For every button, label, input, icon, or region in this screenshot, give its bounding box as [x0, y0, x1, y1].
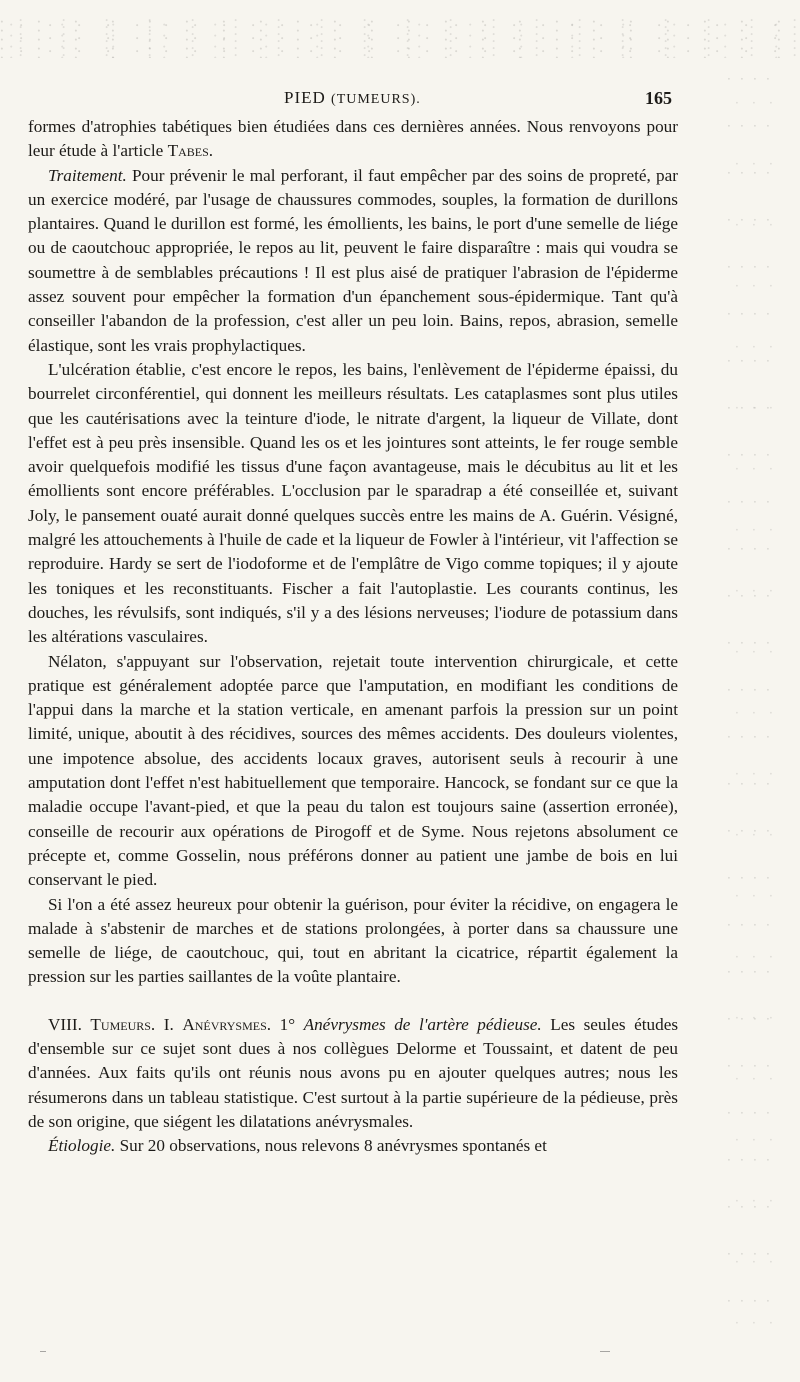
paragraph-etiologie — [28, 1134, 678, 1158]
nelaton-text: Nélaton, s'appuyant sur l'observation, rejetait toute intervention chirurgicale, et cette pratique est généralement adoptée parce que l'amputation, en modifiant les conditions de l'appui dans la marche et la station verticale, en amenant parfois la pression sur un point limité, unique, aboutit à des récidives, sources des mêmes accidents. Des douleurs violentes, une impotence absolue, des accidents locaux graves, autorisent seuls à recourir à une amputation dont l'effet n'est habituellement que temporaire. Hancock, se fondant sur ce que la maladie occupe l'avant-pied, et que la peau du talon est toujours saine (assertion erronée), conseille de recourir aux opérations de Pirogoff et de Syme. Nous rejetons absolument ce précepte et, comme Gosselin, nous préférons donner au patient une jambe de bois en lui conservant le pied. — [28, 651, 678, 890]
etiologie-text: Sur 20 observations, nous relevons 8 anévrysmes spontanés et — [115, 1136, 547, 1156]
body-text — [28, 115, 678, 1158]
section-number: VIII. — [48, 1014, 82, 1034]
running-title — [284, 88, 421, 108]
paragraph-1-end: . — [208, 141, 214, 161]
scan-footer-marks — [0, 1348, 800, 1356]
running-title-main: PIED — [284, 88, 326, 107]
subsection-heading-anevrysmes: Anévrysmes. — [182, 1014, 272, 1034]
paragraph-traitement — [28, 164, 678, 358]
paragraph-nelaton — [28, 650, 678, 893]
section-viii-text: Les seules études d'ensemble sur ce sujet sont dues à nos collègues Delorme et Toussaint, et datent de peu d'années. Aux faits qu'ils ont réunis nous avons pu en ajouter quelques autres; nous les résumerons dans un tableau statistique. C'est surtout à la partie supérieure de la pédieuse, près de son origine, que siégent les dilatations anévrysmales. — [28, 1014, 679, 1131]
paragraph-1 — [28, 115, 678, 164]
item-number: 1° — [279, 1014, 296, 1034]
traitement-text: Pour prévenir le mal perforant, il faut empêcher par des soins de propreté, par un exercice modéré, par l'usage de chaussures commodes, souples, la formation de durillons plantaires. Quand le durillon est formé, les émollients, les bains, le port d'une semelle de liége ou de caoutchouc appropriée, le repos au lit, peuvent le faire disparaître : mais qui voudra se soumettre à de semblables précautions ! Il est plus aisé de pratiquer l'abrasion de l'épiderme assez souvent pour empêcher la formation d'un épanchement sous-épidermique. Tant qu'à conseiller l'abandon de la profession, c'est aller un peu loin. Bains, repos, abrasion, semelle élastique, sont les vrais prophylactiques. — [28, 165, 678, 355]
etiologie-heading: Étiologie. — [48, 1136, 116, 1156]
section-viii — [28, 1013, 678, 1134]
page-header — [0, 88, 800, 110]
tabes-reference: Tabes — [167, 141, 209, 161]
page-number: 165 — [645, 88, 672, 108]
section-heading-tumeurs: Tumeurs. — [90, 1014, 156, 1034]
running-title-sub: (TUMEURS). — [331, 92, 421, 107]
paragraph-guerison — [28, 893, 678, 990]
paragraph-1-text: formes d'atrophies tabétiques bien étudiées dans ces dernières années. Nous renvoyons pour leur étude à l'article — [28, 117, 678, 161]
subsection-number: I. — [163, 1014, 174, 1034]
paragraph-ulceration — [28, 358, 678, 650]
guerison-text: Si l'on a été assez heureux pour obtenir la guérison, pour éviter la récidive, on engagera le malade à s'abstenir de marches et de stations prolongées, à porter dans sa chaussure une semelle de liége, de caoutchouc, qui, tout en abritant la cicatrice, répartit également la pression sur les parties saillantes de la voûte plantaire. — [28, 894, 678, 987]
scan-noise-margin — [725, 60, 775, 1340]
scan-noise-top — [0, 18, 800, 58]
traitement-heading: Traitement. — [48, 165, 127, 185]
ulceration-text: L'ulcération établie, c'est encore le repos, les bains, l'enlèvement de l'épiderme épaissi, du bourrelet circonférentiel, qui donnent les meilleurs résultats. Les cataplasmes sont plus utiles que les cautérisations avec la teinture d'iode, le nitrate d'argent, la liqueur de Villate, dont l'effet est à peu près insensible. Quand les os et les jointures sont atteints, le fer rouge semble avoir quelquefois modifié les tissus d'une façon avantageuse, mais le décubitus au lit et les émollients sont encore préférables. L'occlusion par le sparadrap a été conseillée et, suivant Joly, le pansement ouaté aurait donné quelques succès entre les mains de A. Guérin. Vésigné, malgré les attouchements à l'huile de cade et la liqueur de Fowler à l'intérieur, vit l'affection se reproduire. Hardy se sert de l'iodoforme et de l'emplâtre de Vigo comme topiques; il y ajoute les toniques et les reconstituants. Fischer a fait l'autoplastie. Les courants continus, les douches, les révulsifs, sont indiqués, s'il y a des lésions nerveuses; l'iodure de potassium dans les altérations vasculaires. — [28, 359, 678, 647]
item-heading-pedieuse: Anévrysmes de l'artère pédieuse. — [303, 1014, 542, 1034]
